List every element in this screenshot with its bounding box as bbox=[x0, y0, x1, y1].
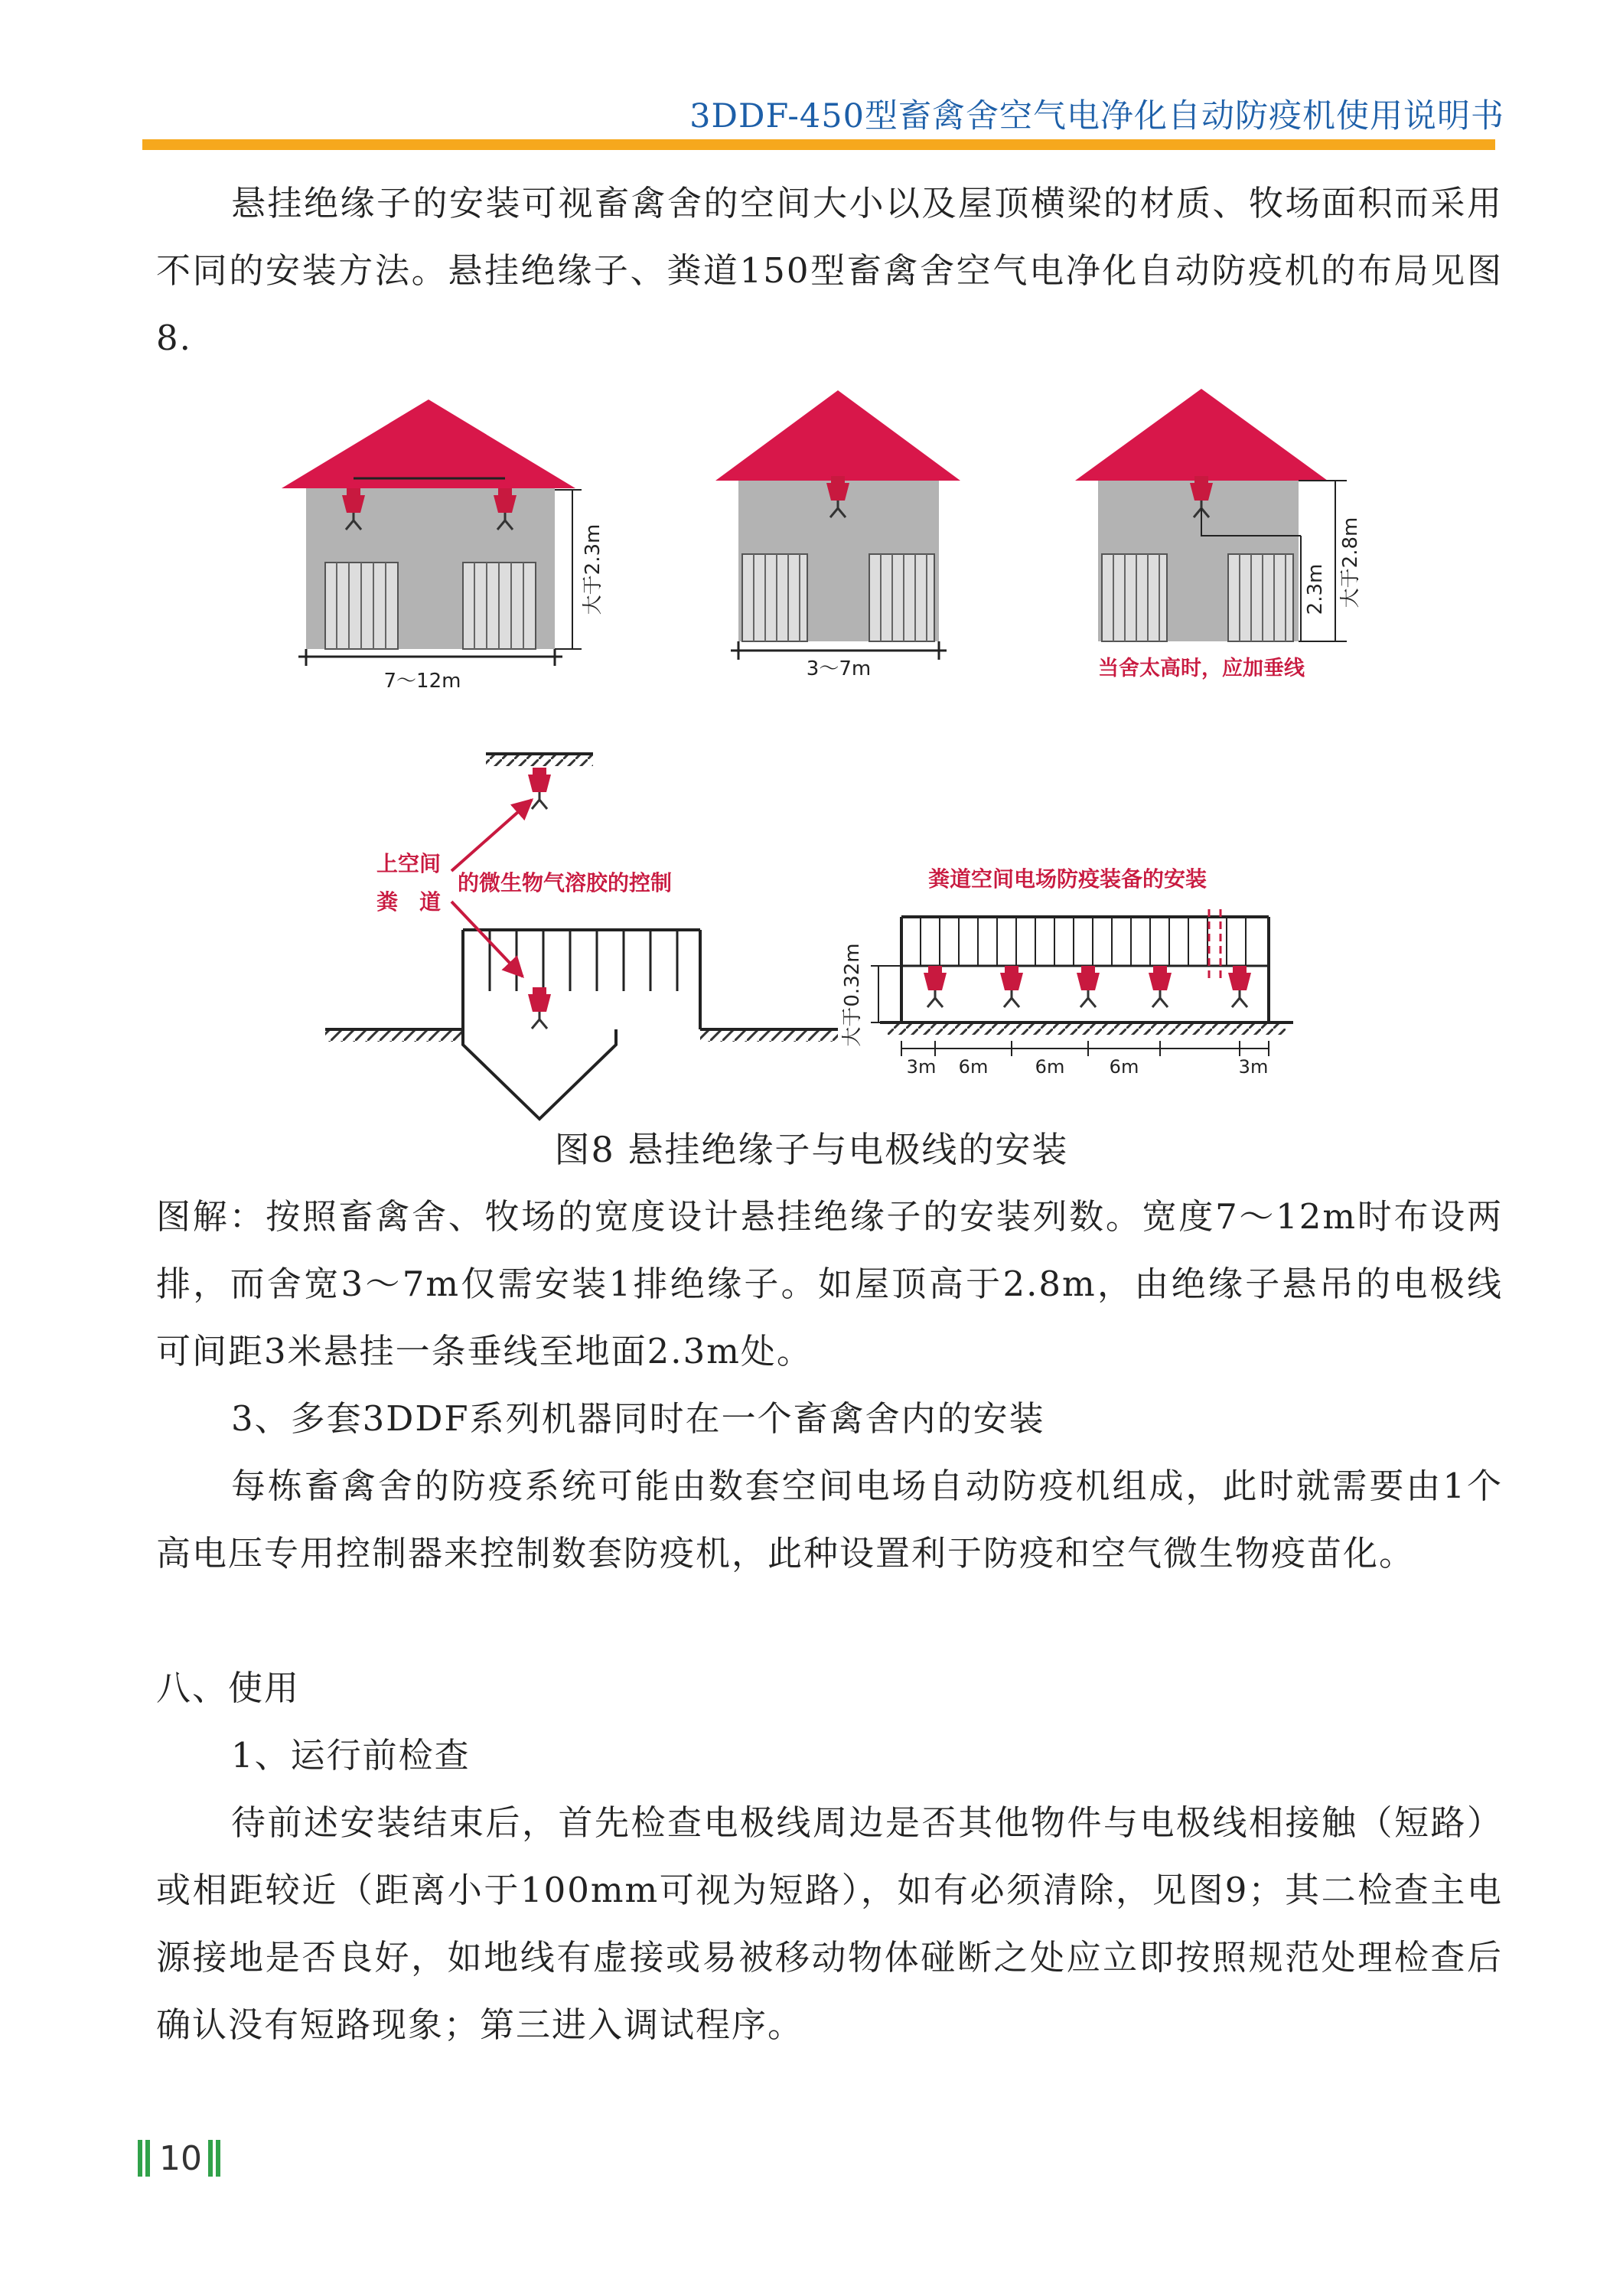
channel-installation-diagram bbox=[841, 866, 1293, 1078]
section-3-body: 每栋畜禽舍的防疫系统可能由数套空间电场自动防疫机组成，此时就需要由1个高电压专用控制器来控制数套防疫机，此种设置利于防疫和空气微生物疫苗化。 bbox=[156, 1466, 1503, 1574]
page-number-bar-left bbox=[145, 2140, 150, 2177]
channel-spacing-label: 6m bbox=[958, 1056, 989, 1078]
channel-height-label: 大于0.32m bbox=[841, 943, 864, 1047]
channel-spacing-label: 6m bbox=[1035, 1056, 1065, 1078]
manure-channel-diagram bbox=[325, 754, 838, 1119]
channel-spacing-label: 3m bbox=[906, 1056, 937, 1078]
page-number-bar-left bbox=[138, 2140, 142, 2177]
page-number bbox=[138, 2135, 223, 2181]
insulator-icon bbox=[528, 768, 551, 809]
page-number-bar-right bbox=[208, 2140, 213, 2177]
section-3-title: 3、多套3DDF系列机器同时在一个畜禽舍内的安装 bbox=[231, 1398, 1045, 1439]
insulator-icon bbox=[1000, 966, 1023, 1007]
channel-spacing-label: 6m bbox=[1109, 1056, 1139, 1078]
page-number-bar-right bbox=[216, 2140, 220, 2177]
house-3-height-label-inner: 2.3m bbox=[1304, 563, 1327, 615]
manure-label-right: 的微生物气溶胶的控制 bbox=[458, 870, 673, 895]
header-title: 3DDF-450型畜禽舍空气电净化自动防疫机使用说明书 bbox=[689, 97, 1504, 135]
house-3-roof bbox=[1075, 389, 1328, 481]
house-1-roof bbox=[282, 400, 575, 488]
house-3-note: 当舍太高时，应加垂线 bbox=[1098, 657, 1305, 680]
house-3-door-left bbox=[1102, 554, 1167, 641]
insulator-icon bbox=[528, 987, 551, 1029]
section-8-title: 八、使用 bbox=[156, 1668, 301, 1708]
house-3-door-right bbox=[1228, 554, 1293, 641]
figure-caption: 图8 悬挂绝缘子与电极线的安装 bbox=[554, 1129, 1069, 1170]
house-2-door-right bbox=[869, 554, 934, 641]
paragraph-intro: 悬挂绝缘子的安装可视畜禽舍的空间大小以及屋顶横梁的材质、牧场面积而采用不同的安装方法。悬挂绝缘子、粪道150型畜禽舍空气电净化自动防疫机的布局见图8. bbox=[156, 183, 1503, 358]
insulator-icon bbox=[1149, 966, 1172, 1007]
house-2-diagram bbox=[715, 390, 960, 680]
insulator-icon bbox=[1077, 966, 1100, 1007]
house-2-roof bbox=[715, 390, 960, 481]
house-1-diagram bbox=[282, 400, 605, 693]
manure-label-upper: 上空间 bbox=[376, 851, 442, 876]
house-1-width-label: 7～12m bbox=[383, 670, 461, 693]
house-3-height-label-outer: 大于2.8m bbox=[1339, 517, 1362, 608]
house-2-width-label: 3～7m bbox=[806, 657, 872, 680]
house-2-door-left bbox=[742, 554, 807, 641]
section-8-1-title: 1、运行前检查 bbox=[231, 1735, 471, 1776]
house-3-diagram bbox=[1075, 389, 1362, 680]
section-8-1-body: 待前述安装结束后，首先检查电极线周边是否其他物件与电极线相接触（短路）或相距较近（距离小于100mm可视为短路），如有必须清除，见图9；其二检查主电源接地是否良好，如地线有虚接或易被移动物体碰断之处应立即按照规范处理检查后确认没有短路现象；第三进入调试程序。 bbox=[156, 1802, 1503, 2045]
insulator-icon bbox=[924, 966, 947, 1007]
paragraph-legend: 图解：按照畜禽舍、牧场的宽度设计悬挂绝缘子的安装列数。宽度7～12m时布设两排，而舍宽3～7m仅需安装1排绝缘子。如屋顶高于2.8m，由绝缘子悬吊的电极线可间距3米悬挂一条垂线至地面2.3m处。 bbox=[156, 1196, 1503, 1371]
channel-title: 粪道空间电场防疫装备的安装 bbox=[927, 866, 1207, 892]
house-1-height-label: 大于2.3m bbox=[582, 523, 605, 615]
insulator-icon bbox=[1228, 966, 1251, 1007]
channel-spacing-label: 3m bbox=[1238, 1056, 1269, 1078]
page-number-text: 10 bbox=[159, 2138, 202, 2178]
manure-label-lower: 粪 道 bbox=[376, 889, 442, 915]
